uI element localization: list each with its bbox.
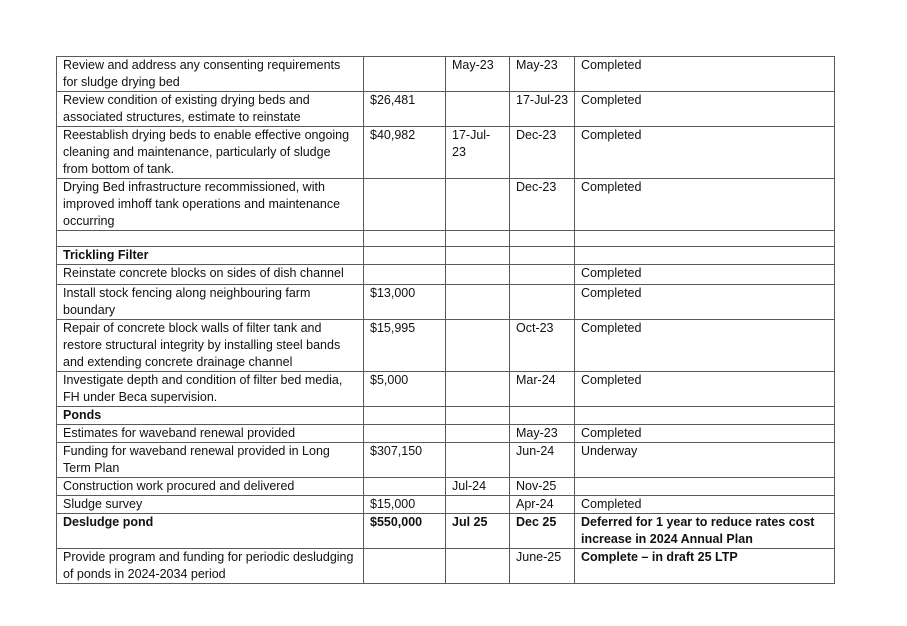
cost-cell <box>364 57 446 92</box>
status-cell <box>575 407 835 425</box>
end-cell: Apr-24 <box>510 496 575 514</box>
start-cell <box>446 320 510 372</box>
end-cell: Jun-24 <box>510 443 575 478</box>
section-header-row <box>57 407 835 425</box>
cost-cell <box>364 179 446 231</box>
table-row <box>57 320 835 372</box>
start-cell <box>446 407 510 425</box>
cost-cell: $40,982 <box>364 127 446 179</box>
start-cell: Jul 25 <box>446 514 510 549</box>
task-cell: Construction work procured and delivered <box>57 478 364 496</box>
start-cell <box>446 425 510 443</box>
cost-cell: $15,000 <box>364 496 446 514</box>
task-cell: Provide program and funding for periodic desludging of ponds in 2024-2034 period <box>57 549 364 584</box>
task-cell: Review and address any consenting requirements for sludge drying bed <box>57 57 364 92</box>
table-row <box>57 514 835 549</box>
status-cell: Deferred for 1 year to reduce rates cost increase in 2024 Annual Plan <box>575 514 835 549</box>
status-cell: Complete – in draft 25 LTP <box>575 549 835 584</box>
section-title: Trickling Filter <box>57 247 364 265</box>
cost-cell: $550,000 <box>364 514 446 549</box>
start-cell <box>446 285 510 320</box>
end-cell: 17-Jul-23 <box>510 92 575 127</box>
task-cell: Funding for waveband renewal provided in Long Term Plan <box>57 443 364 478</box>
start-cell <box>446 92 510 127</box>
task-cell: Drying Bed infrastructure recommissioned, with improved imhoff tank operations and maintenance occurring <box>57 179 364 231</box>
table-row <box>57 425 835 443</box>
start-cell <box>446 443 510 478</box>
task-cell: Investigate depth and condition of filter bed media, FH under Beca supervision. <box>57 372 364 407</box>
cost-cell <box>364 407 446 425</box>
task-cell: Reinstate concrete blocks on sides of dish channel <box>57 265 364 285</box>
status-cell: Completed <box>575 92 835 127</box>
end-cell: Dec-23 <box>510 179 575 231</box>
status-cell: Completed <box>575 265 835 285</box>
table-row <box>57 285 835 320</box>
end-cell: Nov-25 <box>510 478 575 496</box>
table-row <box>57 549 835 584</box>
table-row <box>57 57 835 92</box>
end-cell: May-23 <box>510 425 575 443</box>
status-cell <box>575 231 835 247</box>
end-cell: Mar-24 <box>510 372 575 407</box>
start-cell: Jul-24 <box>446 478 510 496</box>
start-cell <box>446 496 510 514</box>
status-cell: Completed <box>575 320 835 372</box>
cost-cell <box>364 265 446 285</box>
status-cell <box>575 247 835 265</box>
status-cell: Completed <box>575 127 835 179</box>
table-row <box>57 127 835 179</box>
cost-cell <box>364 247 446 265</box>
start-cell <box>446 372 510 407</box>
start-cell: May-23 <box>446 57 510 92</box>
cost-cell: $15,995 <box>364 320 446 372</box>
task-cell: Desludge pond <box>57 514 364 549</box>
end-cell <box>510 247 575 265</box>
cost-cell <box>364 549 446 584</box>
status-cell: Completed <box>575 179 835 231</box>
end-cell: Oct-23 <box>510 320 575 372</box>
table-row <box>57 265 835 285</box>
end-cell: Dec-23 <box>510 127 575 179</box>
works-table <box>56 56 835 584</box>
status-cell: Completed <box>575 57 835 92</box>
table-row <box>57 496 835 514</box>
works-table-body <box>57 57 835 584</box>
table-row <box>57 179 835 231</box>
end-cell: Dec 25 <box>510 514 575 549</box>
task-cell: Reestablish drying beds to enable effective ongoing cleaning and maintenance, particularly of sludge from bottom of tank. <box>57 127 364 179</box>
start-cell <box>446 549 510 584</box>
table-row <box>57 231 835 247</box>
cost-cell: $26,481 <box>364 92 446 127</box>
section-header-row <box>57 247 835 265</box>
cost-cell <box>364 425 446 443</box>
start-cell <box>446 231 510 247</box>
start-cell <box>446 179 510 231</box>
table-row <box>57 443 835 478</box>
table-row <box>57 92 835 127</box>
status-cell <box>575 478 835 496</box>
start-cell <box>446 247 510 265</box>
task-cell: Review condition of existing drying beds and associated structures, estimate to reinstate <box>57 92 364 127</box>
status-cell: Underway <box>575 443 835 478</box>
task-cell <box>57 231 364 247</box>
status-cell: Completed <box>575 496 835 514</box>
section-title: Ponds <box>57 407 364 425</box>
cost-cell: $5,000 <box>364 372 446 407</box>
end-cell: May-23 <box>510 57 575 92</box>
cost-cell <box>364 231 446 247</box>
status-cell: Completed <box>575 285 835 320</box>
cost-cell <box>364 478 446 496</box>
end-cell <box>510 285 575 320</box>
status-cell: Completed <box>575 425 835 443</box>
end-cell <box>510 407 575 425</box>
end-cell <box>510 231 575 247</box>
task-cell: Install stock fencing along neighbouring farm boundary <box>57 285 364 320</box>
table-row <box>57 372 835 407</box>
start-cell <box>446 265 510 285</box>
task-cell: Estimates for waveband renewal provided <box>57 425 364 443</box>
end-cell <box>510 265 575 285</box>
task-cell: Repair of concrete block walls of filter tank and restore structural integrity by installing steel bands and extending concrete drainage channel <box>57 320 364 372</box>
status-cell: Completed <box>575 372 835 407</box>
start-cell: 17-Jul-23 <box>446 127 510 179</box>
task-cell: Sludge survey <box>57 496 364 514</box>
cost-cell: $307,150 <box>364 443 446 478</box>
end-cell: June-25 <box>510 549 575 584</box>
table-row <box>57 478 835 496</box>
cost-cell: $13,000 <box>364 285 446 320</box>
